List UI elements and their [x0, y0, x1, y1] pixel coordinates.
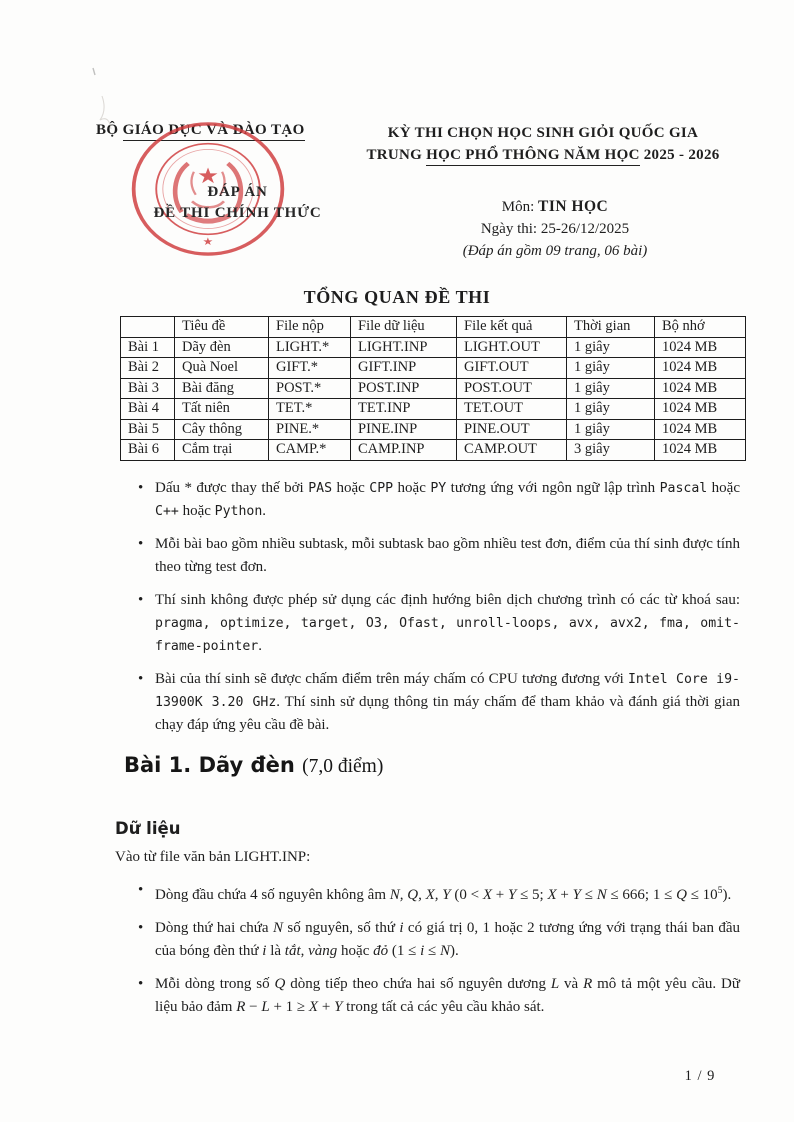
bullet-icon: • [138, 976, 144, 992]
spec-item [138, 973, 740, 1019]
cell: 1024 MB [655, 378, 746, 399]
note-text: Thí sinh không được phép sử dụng các định hướng biên dịch chương trình có các từ khoá sau: pragma, optimize, target, O3, Ofast, unroll-loops, avx, avx2, fma, omit-frame-pointer. [155, 592, 740, 654]
exam-title [338, 122, 748, 166]
cell: POST.OUT [457, 378, 567, 399]
cell: 3 giây [567, 440, 655, 461]
input-spec-list [138, 879, 740, 1029]
cell: 1024 MB [655, 358, 746, 379]
cell: 1 giây [567, 358, 655, 379]
cell: 1 giây [567, 378, 655, 399]
cell: Bài 3 [121, 378, 175, 399]
org-underlined: GIÁO DỤC VÀ ĐÀO TẠO [123, 122, 305, 141]
page-number: 1 / 9 [684, 1068, 716, 1084]
col-header: File nộp [269, 317, 351, 338]
cell: Bài đăng [175, 378, 269, 399]
bullet-icon: • [138, 920, 144, 936]
cell: LIGHT.OUT [457, 337, 567, 358]
cell: Bài 6 [121, 440, 175, 461]
cell: Bài 2 [121, 358, 175, 379]
cell: Quà Noel [175, 358, 269, 379]
table-row [121, 337, 746, 358]
table-row [121, 440, 746, 461]
cell: 1 giây [567, 419, 655, 440]
cell: CAMP.* [269, 440, 351, 461]
spec-text: Dòng đầu chứa 4 số nguyên không âm N, Q, X, Y (0 < X + Y ≤ 5; X + Y ≤ N ≤ 666; $1 \le Q \le 10^5$). [155, 885, 732, 903]
cell: 1 giây [567, 399, 655, 420]
exam-line2-underlined: HỌC PHỔ THÔNG NĂM HỌC [426, 147, 640, 166]
col-header: File dữ liệu [351, 317, 457, 338]
overview-table [120, 316, 746, 461]
col-header [121, 317, 175, 338]
cell: Cắm trại [175, 440, 269, 461]
col-header: File kết quả [457, 317, 567, 338]
exam-title-line2 [338, 144, 748, 166]
cell: Bài 5 [121, 419, 175, 440]
pencil-mark [80, 58, 140, 143]
cell: PINE.* [269, 419, 351, 440]
cell: 1024 MB [655, 419, 746, 440]
cell: TET.* [269, 399, 351, 420]
col-header: Bộ nhớ [655, 317, 746, 338]
general-notes [138, 477, 740, 747]
cell: 1024 MB [655, 399, 746, 420]
note-item [138, 533, 740, 579]
subject-block [415, 196, 695, 262]
cell: POST.INP [351, 378, 457, 399]
stamp-star-center-icon: ★ [197, 164, 219, 188]
table-row [121, 378, 746, 399]
col-header: Tiêu đề [175, 317, 269, 338]
cell: PINE.INP [351, 419, 457, 440]
subject-label: Môn: [501, 199, 538, 215]
bullet-icon: • [138, 671, 144, 687]
subject-line [415, 196, 695, 218]
cell: POST.* [269, 378, 351, 399]
stamp-star-ring-icon: ★ [202, 236, 214, 248]
org-prefix: BỘ [96, 122, 123, 138]
cell: GIFT.* [269, 358, 351, 379]
bullet-icon: • [138, 882, 144, 898]
table-row [121, 358, 746, 379]
subsection-data-heading: Dữ liệu [115, 819, 181, 838]
input-intro: Vào từ file văn bản LIGHT.INP: [115, 849, 311, 865]
cell: Tất niên [175, 399, 269, 420]
cell: 1024 MB [655, 337, 746, 358]
cell: 1024 MB [655, 440, 746, 461]
cell: CAMP.OUT [457, 440, 567, 461]
note-text: Bài của thí sinh sẽ được chấm điểm trên máy chấm có CPU tương đương với Intel Core i9-13900K 3.20 GHz. Thí sinh sử dụng thông tin máy chấm để tham khảo và đánh giá thời gian chạy đáp ứng yêu cầu đề bài. [155, 671, 740, 733]
exam-title-line1: KỲ THI CHỌN HỌC SINH GIỎI QUỐC GIA [387, 125, 699, 141]
exam-line2-pre: TRUNG [366, 147, 427, 163]
note-item [138, 668, 740, 737]
bullet-icon: • [138, 480, 144, 496]
cell: 1 giây [567, 337, 655, 358]
cell: Bài 4 [121, 399, 175, 420]
cell: PINE.OUT [457, 419, 567, 440]
cell: TET.OUT [457, 399, 567, 420]
problem1-heading [124, 753, 383, 778]
exam-line2-post: 2025 - 2026 [639, 147, 720, 163]
overview-title: TỔNG QUAN ĐỀ THI [303, 287, 491, 307]
cell: TET.INP [351, 399, 457, 420]
cell: CAMP.INP [351, 440, 457, 461]
table-row [121, 399, 746, 420]
problem1-title: Bài 1. Dãy đèn [124, 753, 303, 777]
cell: LIGHT.* [269, 337, 351, 358]
spec-text: Dòng thứ hai chứa N số nguyên, số thứ i có giá trị 0, 1 hoặc 2 tương ứng với trạng thái ban đầu của bóng đèn thứ i là tắt, vàng hoặc đỏ (1 ≤ i ≤ N). [155, 920, 741, 959]
exam-date: Ngày thi: 25-26/12/2025 [480, 221, 630, 237]
spec-text: Mỗi dòng trong số Q dòng tiếp theo chứa hai số nguyên dương L và R mô tả một yêu cầu. Dữ liệu bảo đảm R − L + 1 ≥ X + Y trong tất cả các yêu cầu khảo sát. [155, 976, 740, 1015]
problem1-points: (7,0 điểm) [302, 756, 384, 777]
answer-note: (Đáp án gồm 09 trang, 06 bài) [462, 243, 648, 259]
table-header-row [121, 317, 746, 338]
bullet-icon: • [138, 592, 144, 608]
spec-item [138, 917, 740, 963]
col-header: Thời gian [567, 317, 655, 338]
note-item [138, 589, 740, 658]
bullet-icon: • [138, 536, 144, 552]
doc-type-line2: ĐỀ THI CHÍNH THỨC [153, 205, 322, 221]
cell: LIGHT.INP [351, 337, 457, 358]
cell: GIFT.OUT [457, 358, 567, 379]
subject-value: TIN HỌC [538, 198, 609, 215]
doc-type [130, 182, 345, 224]
note-item [138, 477, 740, 523]
note-text: Dấu * được thay thế bởi PAS hoặc CPP hoặc PY tương ứng với ngôn ngữ lập trình Pascal hoặc C++ hoặc Python. [155, 480, 740, 519]
doc-type-line1: ĐÁP ÁN [207, 184, 268, 200]
cell: Dãy đèn [175, 337, 269, 358]
cell: GIFT.INP [351, 358, 457, 379]
table-row [121, 419, 746, 440]
spec-item [138, 879, 740, 907]
cell: Bài 1 [121, 337, 175, 358]
cell: Cây thông [175, 419, 269, 440]
note-text: Mỗi bài bao gồm nhiều subtask, mỗi subtask bao gồm nhiều test đơn, điểm của thí sinh được tính theo từng test đơn. [155, 536, 740, 575]
